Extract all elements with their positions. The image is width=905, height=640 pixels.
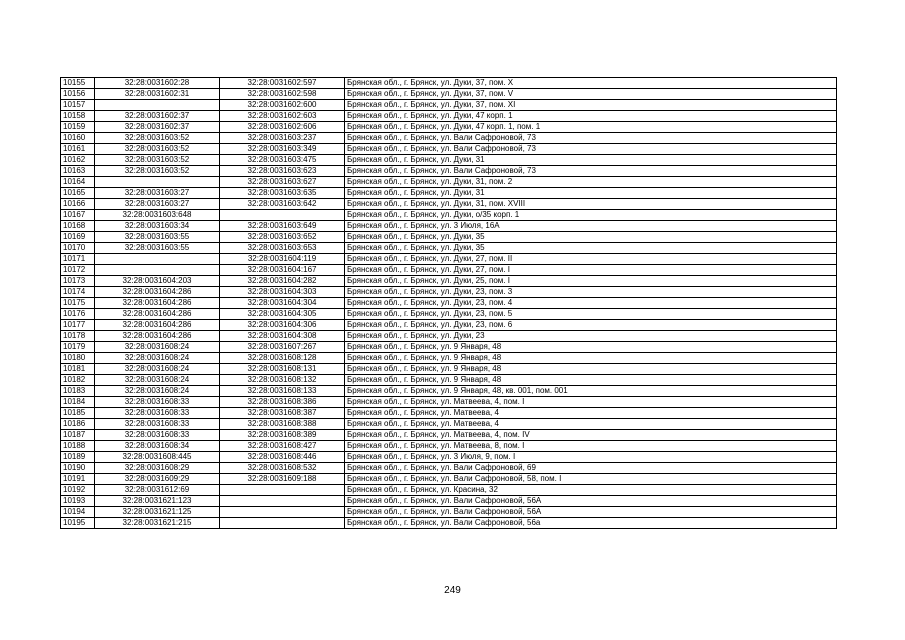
row-number-cell: 10189 [61, 452, 95, 463]
table-row [61, 100, 837, 111]
address-cell: Брянская обл., г. Брянск, ул. Дуки, 23, пом. 4 [345, 298, 837, 309]
object-number-cell: 32:28:0031602:603 [220, 111, 345, 122]
address-cell: Брянская обл., г. Брянск, ул. Дуки, 23 [345, 331, 837, 342]
address-cell: Брянская обл., г. Брянск, ул. Дуки, 23, пом. 3 [345, 287, 837, 298]
address-cell: Брянская обл., г. Брянск, ул. 9 Января, 48 [345, 342, 837, 353]
object-number-cell: 32:28:0031608:386 [220, 397, 345, 408]
table-row [61, 111, 837, 122]
parcel-number-cell: 32:28:0031604:286 [95, 298, 220, 309]
parcel-number-cell: 32:28:0031603:648 [95, 210, 220, 221]
row-number-cell: 10160 [61, 133, 95, 144]
address-cell: Брянская обл., г. Брянск, ул. Вали Сафроновой, 56А [345, 507, 837, 518]
object-number-cell: 32:28:0031608:131 [220, 364, 345, 375]
address-cell: Брянская обл., г. Брянск, ул. Вали Сафроновой, 73 [345, 144, 837, 155]
row-number-cell: 10191 [61, 474, 95, 485]
address-cell: Брянская обл., г. Брянск, ул. Дуки, 37, пом. X [345, 78, 837, 89]
row-number-cell: 10192 [61, 485, 95, 496]
address-cell: Брянская обл., г. Брянск, ул. Дуки, 31, пом. 2 [345, 177, 837, 188]
row-number-cell: 10171 [61, 254, 95, 265]
table-row [61, 408, 837, 419]
row-number-cell: 10164 [61, 177, 95, 188]
row-number-cell: 10157 [61, 100, 95, 111]
address-cell: Брянская обл., г. Брянск, ул. Дуки, 23, пом. 5 [345, 309, 837, 320]
row-number-cell: 10181 [61, 364, 95, 375]
address-cell: Брянская обл., г. Брянск, ул. 9 Января, 48, кв. 001, пом. 001 [345, 386, 837, 397]
address-cell: Брянская обл., г. Брянск, ул. Дуки, 35 [345, 232, 837, 243]
table-row [61, 199, 837, 210]
table-row [61, 309, 837, 320]
table-row [61, 177, 837, 188]
table-row [61, 89, 837, 100]
table-row [61, 155, 837, 166]
table-row [61, 287, 837, 298]
object-number-cell: 32:28:0031603:475 [220, 155, 345, 166]
object-number-cell: 32:28:0031603:649 [220, 221, 345, 232]
table-row [61, 188, 837, 199]
object-number-cell: 32:28:0031604:303 [220, 287, 345, 298]
object-number-cell: 32:28:0031603:623 [220, 166, 345, 177]
table-row [61, 518, 837, 529]
parcel-number-cell: 32:28:0031608:24 [95, 342, 220, 353]
table-row [61, 133, 837, 144]
object-number-cell: 32:28:0031608:388 [220, 419, 345, 430]
parcel-number-cell: 32:28:0031603:27 [95, 199, 220, 210]
row-number-cell: 10183 [61, 386, 95, 397]
table-row [61, 254, 837, 265]
address-cell: Брянская обл., г. Брянск, ул. Дуки, 27, пом. II [345, 254, 837, 265]
table-row [61, 210, 837, 221]
table-row [61, 276, 837, 287]
object-number-cell [220, 507, 345, 518]
parcel-number-cell [95, 254, 220, 265]
parcel-number-cell: 32:28:0031609:29 [95, 474, 220, 485]
row-number-cell: 10179 [61, 342, 95, 353]
parcel-number-cell: 32:28:0031603:34 [95, 221, 220, 232]
object-number-cell: 32:28:0031608:133 [220, 386, 345, 397]
object-number-cell: 32:28:0031604:306 [220, 320, 345, 331]
object-number-cell: 32:28:0031603:642 [220, 199, 345, 210]
row-number-cell: 10194 [61, 507, 95, 518]
address-cell: Брянская обл., г. Брянск, ул. 3 Июля, 16А [345, 221, 837, 232]
address-cell: Брянская обл., г. Брянск, ул. Дуки, 47 корп. 1, пом. 1 [345, 122, 837, 133]
table-row [61, 507, 837, 518]
row-number-cell: 10182 [61, 375, 95, 386]
object-number-cell: 32:28:0031604:119 [220, 254, 345, 265]
address-cell: Брянская обл., г. Брянск, ул. Вали Сафроновой, 56а [345, 518, 837, 529]
table-row [61, 397, 837, 408]
object-number-cell: 32:28:0031604:308 [220, 331, 345, 342]
address-cell: Брянская обл., г. Брянск, ул. Вали Сафроновой, 56А [345, 496, 837, 507]
address-cell: Брянская обл., г. Брянск, ул. 3 Июля, 9, пом. I [345, 452, 837, 463]
address-cell: Брянская обл., г. Брянск, ул. Дуки, 31 [345, 155, 837, 166]
row-number-cell: 10180 [61, 353, 95, 364]
object-number-cell: 32:28:0031603:653 [220, 243, 345, 254]
object-number-cell: 32:28:0031607:267 [220, 342, 345, 353]
parcel-number-cell: 32:28:0031602:37 [95, 122, 220, 133]
table-row [61, 430, 837, 441]
row-number-cell: 10188 [61, 441, 95, 452]
object-number-cell: 32:28:0031608:132 [220, 375, 345, 386]
row-number-cell: 10162 [61, 155, 95, 166]
object-number-cell: 32:28:0031603:349 [220, 144, 345, 155]
row-number-cell: 10193 [61, 496, 95, 507]
table-row [61, 243, 837, 254]
parcel-number-cell: 32:28:0031621:215 [95, 518, 220, 529]
address-cell: Брянская обл., г. Брянск, ул. Вали Сафроновой, 73 [345, 166, 837, 177]
row-number-cell: 10167 [61, 210, 95, 221]
row-number-cell: 10174 [61, 287, 95, 298]
object-number-cell: 32:28:0031603:627 [220, 177, 345, 188]
table-row [61, 221, 837, 232]
row-number-cell: 10178 [61, 331, 95, 342]
table-row [61, 364, 837, 375]
object-number-cell: 32:28:0031604:305 [220, 309, 345, 320]
address-cell: Брянская обл., г. Брянск, ул. Красина, 32 [345, 485, 837, 496]
row-number-cell: 10187 [61, 430, 95, 441]
row-number-cell: 10156 [61, 89, 95, 100]
row-number-cell: 10166 [61, 199, 95, 210]
row-number-cell: 10176 [61, 309, 95, 320]
object-number-cell: 32:28:0031609:188 [220, 474, 345, 485]
address-cell: Брянская обл., г. Брянск, ул. Матвеева, 4, пом. I [345, 397, 837, 408]
object-number-cell: 32:28:0031603:652 [220, 232, 345, 243]
address-cell: Брянская обл., г. Брянск, ул. Дуки, 35 [345, 243, 837, 254]
parcel-number-cell: 32:28:0031602:37 [95, 111, 220, 122]
row-number-cell: 10173 [61, 276, 95, 287]
parcel-number-cell: 32:28:0031603:27 [95, 188, 220, 199]
table-row [61, 463, 837, 474]
table-row [61, 78, 837, 89]
parcel-number-cell: 32:28:0031612:69 [95, 485, 220, 496]
object-number-cell [220, 496, 345, 507]
object-number-cell: 32:28:0031608:532 [220, 463, 345, 474]
row-number-cell: 10163 [61, 166, 95, 177]
object-number-cell: 32:28:0031602:597 [220, 78, 345, 89]
table-row [61, 122, 837, 133]
address-cell: Брянская обл., г. Брянск, ул. Матвеева, 4 [345, 419, 837, 430]
row-number-cell: 10190 [61, 463, 95, 474]
row-number-cell: 10170 [61, 243, 95, 254]
parcel-number-cell: 32:28:0031608:445 [95, 452, 220, 463]
table-row [61, 496, 837, 507]
row-number-cell: 10177 [61, 320, 95, 331]
object-number-cell: 32:28:0031608:446 [220, 452, 345, 463]
address-cell: Брянская обл., г. Брянск, ул. Матвеева, 8, пом. I [345, 441, 837, 452]
object-number-cell: 32:28:0031608:387 [220, 408, 345, 419]
address-cell: Брянская обл., г. Брянск, ул. Дуки, о/35 корп. 1 [345, 210, 837, 221]
parcel-number-cell: 32:28:0031608:24 [95, 375, 220, 386]
object-number-cell: 32:28:0031608:389 [220, 430, 345, 441]
parcel-number-cell: 32:28:0031608:33 [95, 397, 220, 408]
table-row [61, 485, 837, 496]
object-number-cell: 32:28:0031603:237 [220, 133, 345, 144]
address-cell: Брянская обл., г. Брянск, ул. Вали Сафроновой, 58, пом. I [345, 474, 837, 485]
parcel-number-cell: 32:28:0031604:286 [95, 320, 220, 331]
registry-table [60, 77, 837, 529]
parcel-number-cell [95, 177, 220, 188]
table-row [61, 342, 837, 353]
address-cell: Брянская обл., г. Брянск, ул. Дуки, 37, пом. XI [345, 100, 837, 111]
address-cell: Брянская обл., г. Брянск, ул. Матвеева, 4 [345, 408, 837, 419]
parcel-number-cell: 32:28:0031602:28 [95, 78, 220, 89]
object-number-cell: 32:28:0031608:427 [220, 441, 345, 452]
address-cell: Брянская обл., г. Брянск, ул. Дуки, 27, пом. I [345, 265, 837, 276]
table-row [61, 419, 837, 430]
table-row [61, 320, 837, 331]
row-number-cell: 10185 [61, 408, 95, 419]
parcel-number-cell: 32:28:0031608:33 [95, 408, 220, 419]
table-row [61, 386, 837, 397]
row-number-cell: 10158 [61, 111, 95, 122]
object-number-cell: 32:28:0031604:304 [220, 298, 345, 309]
parcel-number-cell [95, 265, 220, 276]
address-cell: Брянская обл., г. Брянск, ул. Дуки, 47 корп. 1 [345, 111, 837, 122]
object-number-cell [220, 485, 345, 496]
parcel-number-cell: 32:28:0031603:52 [95, 166, 220, 177]
parcel-number-cell: 32:28:0031608:24 [95, 386, 220, 397]
table-row [61, 166, 837, 177]
address-cell: Брянская обл., г. Брянск, ул. Вали Сафроновой, 73 [345, 133, 837, 144]
address-cell: Брянская обл., г. Брянск, ул. 9 Января, 48 [345, 375, 837, 386]
object-number-cell [220, 210, 345, 221]
row-number-cell: 10184 [61, 397, 95, 408]
parcel-number-cell: 32:28:0031603:55 [95, 232, 220, 243]
object-number-cell [220, 518, 345, 529]
table-row [61, 232, 837, 243]
parcel-number-cell: 32:28:0031603:52 [95, 144, 220, 155]
row-number-cell: 10165 [61, 188, 95, 199]
parcel-number-cell: 32:28:0031603:52 [95, 155, 220, 166]
object-number-cell: 32:28:0031602:600 [220, 100, 345, 111]
parcel-number-cell: 32:28:0031604:286 [95, 287, 220, 298]
row-number-cell: 10175 [61, 298, 95, 309]
parcel-number-cell: 32:28:0031621:123 [95, 496, 220, 507]
address-cell: Брянская обл., г. Брянск, ул. Вали Сафроновой, 69 [345, 463, 837, 474]
parcel-number-cell: 32:28:0031604:203 [95, 276, 220, 287]
table-row [61, 265, 837, 276]
page-number: 249 [444, 585, 461, 596]
address-cell: Брянская обл., г. Брянск, ул. 9 Января, 48 [345, 353, 837, 364]
parcel-number-cell: 32:28:0031608:33 [95, 430, 220, 441]
row-number-cell: 10172 [61, 265, 95, 276]
registry-table-body [61, 78, 837, 529]
parcel-number-cell: 32:28:0031608:29 [95, 463, 220, 474]
parcel-number-cell: 32:28:0031621:125 [95, 507, 220, 518]
parcel-number-cell [95, 100, 220, 111]
row-number-cell: 10159 [61, 122, 95, 133]
address-cell: Брянская обл., г. Брянск, ул. Дуки, 31 [345, 188, 837, 199]
row-number-cell: 10168 [61, 221, 95, 232]
parcel-number-cell: 32:28:0031604:286 [95, 331, 220, 342]
address-cell: Брянская обл., г. Брянск, ул. Дуки, 23, пом. 6 [345, 320, 837, 331]
object-number-cell: 32:28:0031602:606 [220, 122, 345, 133]
parcel-number-cell: 32:28:0031608:24 [95, 353, 220, 364]
parcel-number-cell: 32:28:0031603:55 [95, 243, 220, 254]
row-number-cell: 10161 [61, 144, 95, 155]
table-row [61, 331, 837, 342]
row-number-cell: 10195 [61, 518, 95, 529]
address-cell: Брянская обл., г. Брянск, ул. Дуки, 25, пом. I [345, 276, 837, 287]
parcel-number-cell: 32:28:0031604:286 [95, 309, 220, 320]
address-cell: Брянская обл., г. Брянск, ул. Дуки, 37, пом. V [345, 89, 837, 100]
address-cell: Брянская обл., г. Брянск, ул. Матвеева, 4, пом. IV [345, 430, 837, 441]
address-cell: Брянская обл., г. Брянск, ул. 9 Января, 48 [345, 364, 837, 375]
table-row [61, 353, 837, 364]
object-number-cell: 32:28:0031603:635 [220, 188, 345, 199]
table-row [61, 298, 837, 309]
object-number-cell: 32:28:0031608:128 [220, 353, 345, 364]
table-row [61, 474, 837, 485]
row-number-cell: 10169 [61, 232, 95, 243]
parcel-number-cell: 32:28:0031608:33 [95, 419, 220, 430]
object-number-cell: 32:28:0031604:167 [220, 265, 345, 276]
address-cell: Брянская обл., г. Брянск, ул. Дуки, 31, пом. XVIII [345, 199, 837, 210]
object-number-cell: 32:28:0031602:598 [220, 89, 345, 100]
table-row [61, 452, 837, 463]
row-number-cell: 10155 [61, 78, 95, 89]
parcel-number-cell: 32:28:0031602:31 [95, 89, 220, 100]
row-number-cell: 10186 [61, 419, 95, 430]
parcel-number-cell: 32:28:0031603:52 [95, 133, 220, 144]
object-number-cell: 32:28:0031604:282 [220, 276, 345, 287]
parcel-number-cell: 32:28:0031608:24 [95, 364, 220, 375]
parcel-number-cell: 32:28:0031608:34 [95, 441, 220, 452]
table-row [61, 441, 837, 452]
table-row [61, 375, 837, 386]
table-row [61, 144, 837, 155]
